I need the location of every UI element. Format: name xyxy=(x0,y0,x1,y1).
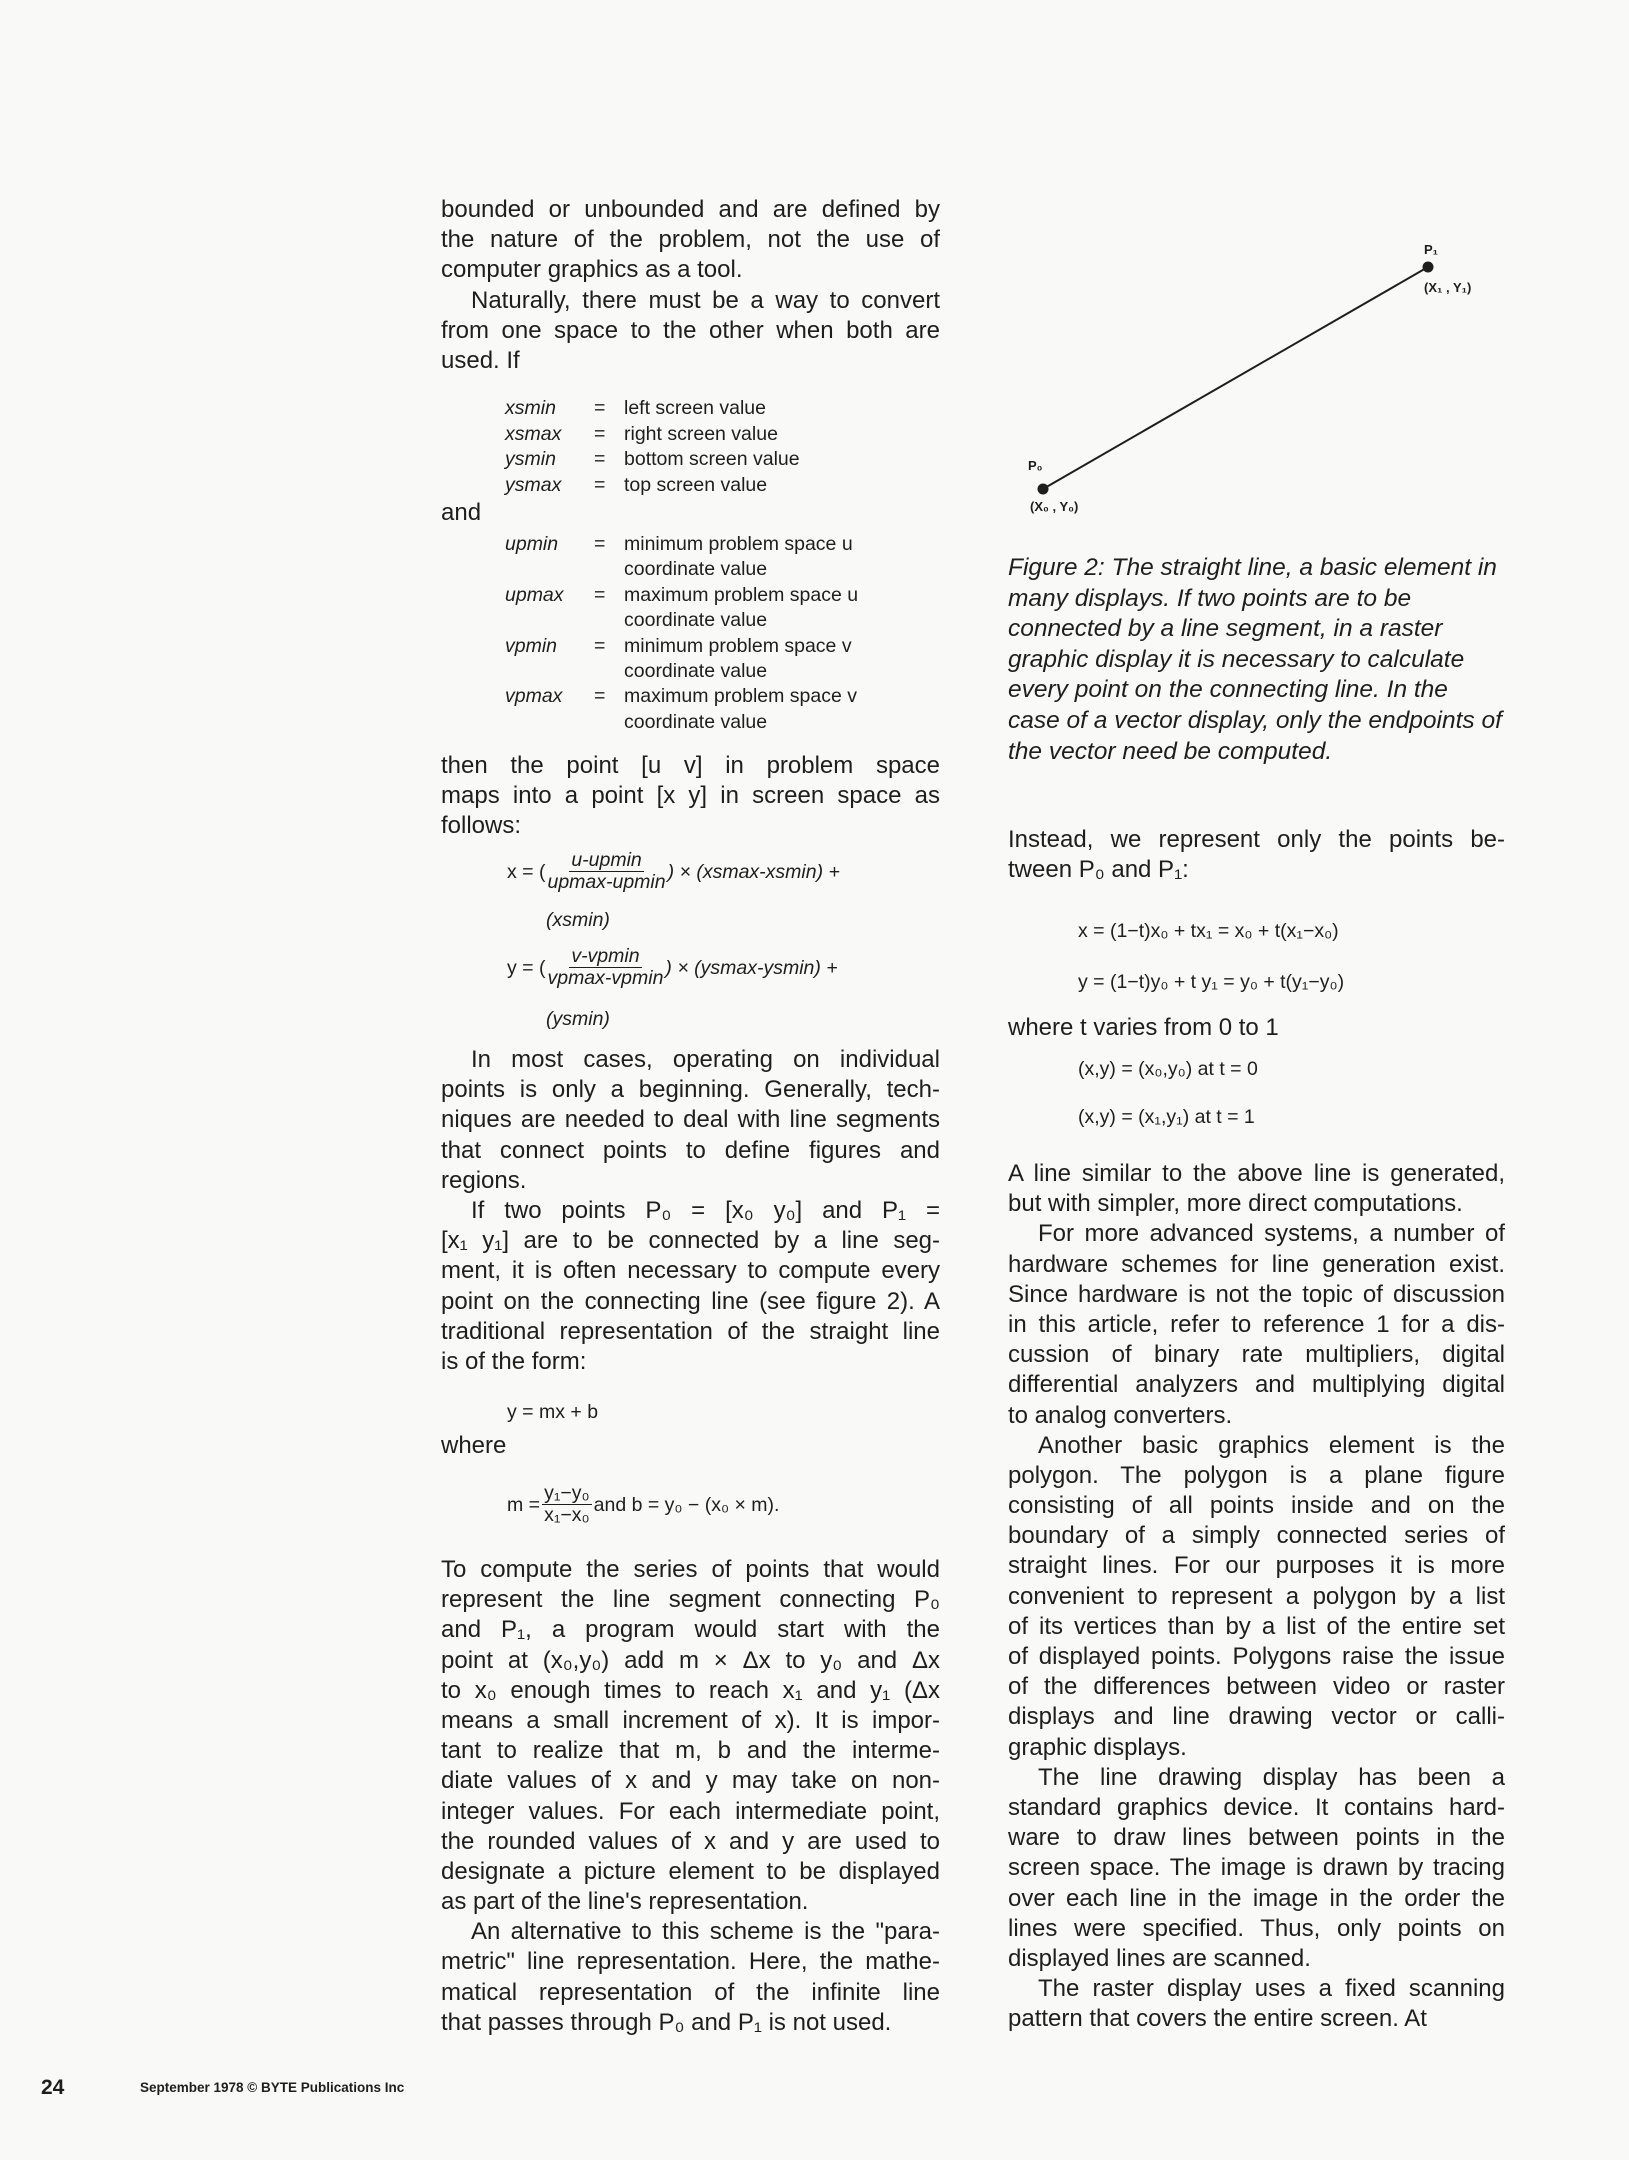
text-line: A line similar to the above line is generated, xyxy=(1008,1160,1505,1187)
text-line: The raster display uses a fixed scanning xyxy=(1038,1975,1505,2003)
text-line: niques are needed to deal with line segments xyxy=(441,1106,940,1134)
text-line: to x₀ enough times to reach x₁ and y₁ (Δx xyxy=(441,1676,940,1704)
text-block xyxy=(1008,825,1505,885)
numerator-text: v-vpmin xyxy=(571,945,640,967)
definition-description: maximum problem space v xyxy=(624,685,857,708)
text-line: Naturally, there must be a way to convert xyxy=(471,286,940,314)
definition-equals: = xyxy=(594,422,606,445)
denominator: upmax-upmin xyxy=(547,871,666,893)
text-line: diate values of x and y may take on non- xyxy=(441,1767,940,1795)
footer-credit: September 1978 © BYTE Publications Inc xyxy=(140,2080,405,2095)
text-line: point on the connecting line (see figure 2). A xyxy=(441,1287,940,1315)
text-line: traditional representation of the straight line xyxy=(441,1317,940,1345)
figure-caption: Figure 2: The straight line, a basic element in many displays. If two points are to be connected by a line segment, in a raster graphic display it is necessary to calculate every point on the connecting line. In the case of a vector display, only the endpoints of the vector need be computed. xyxy=(1008,554,1502,765)
text-line: as part of the line's representation. xyxy=(441,1888,809,1916)
definition-description: coordinate value xyxy=(624,558,768,581)
text-line: matical representation of the infinite line xyxy=(441,1978,940,2006)
text-line: integer values. For each intermediate point, xyxy=(441,1797,940,1825)
text-line: consisting of all points inside and on the xyxy=(1008,1492,1505,1520)
definition-variable: upmin xyxy=(505,533,559,555)
condition-t0: (x,y) = (x₀,y₀) at t = 0 xyxy=(1078,1058,1258,1080)
text-line: in this article, refer to reference 1 for a dis- xyxy=(1008,1310,1505,1338)
condition-t1: (x,y) = (x₁,y₁) at t = 1 xyxy=(1078,1106,1255,1128)
text-line: ment, it is often necessary to compute every xyxy=(441,1257,940,1285)
definition-variable: xsmax xyxy=(505,422,562,445)
figure-2-diagram xyxy=(1000,220,1520,530)
formula-lhs: m = xyxy=(507,1493,541,1516)
text-block xyxy=(441,751,940,842)
numerator xyxy=(569,850,643,872)
formula-x-cont: (xsmin) xyxy=(546,909,610,931)
text-line: The line drawing display has been a xyxy=(1038,1763,1505,1791)
text-line: points is only a beginning. Generally, tech- xyxy=(441,1076,940,1104)
line-segment xyxy=(1043,267,1428,489)
text-line: displays and line drawing vector or calli- xyxy=(1008,1703,1505,1731)
text-line: that connect points to define figures and xyxy=(441,1136,940,1164)
text-line: point at (x₀,y₀) add m × Δx to y₀ and Δx xyxy=(441,1646,940,1674)
text-line: means a small increment of x). It is impor- xyxy=(441,1706,940,1734)
p0-coords: (X₀ , Y₀) xyxy=(1030,499,1079,514)
line-segment-svg xyxy=(1000,220,1520,530)
definition-variable: ysmax xyxy=(505,473,562,496)
text-line: In most cases, operating on individual xyxy=(471,1046,940,1073)
text-line: follows: xyxy=(441,812,522,840)
definition-equals: = xyxy=(594,397,606,419)
text-line: of displayed points. Polygons raise the issue xyxy=(1008,1643,1505,1670)
text-line: Since hardware is not the topic of discussion xyxy=(1008,1280,1505,1308)
definition-description: coordinate value xyxy=(624,710,768,733)
text-line: differential analyzers and multiplying digital xyxy=(1008,1371,1505,1399)
definition-equals: = xyxy=(594,685,606,708)
text-line: and P₁, a program would start with the xyxy=(441,1616,940,1644)
where-label: where xyxy=(441,1432,507,1459)
text-line: maps into a point [x y] in screen space as xyxy=(441,782,940,810)
p1-coords: (X₁ , Y₁) xyxy=(1424,280,1472,295)
p1-label: P₁ xyxy=(1424,242,1439,257)
text-block xyxy=(441,1045,940,1377)
p0-label: P₀ xyxy=(1028,458,1043,473)
text-line: then the point [u v] in problem space xyxy=(441,752,940,779)
text-line: convenient to represent a polygon by a list xyxy=(1008,1582,1505,1610)
text-line: standard graphics device. It contains hard- xyxy=(1008,1793,1505,1821)
definition-description: coordinate value xyxy=(624,609,768,632)
text-line: metric" line representation. Here, the mathe- xyxy=(441,1948,940,1976)
text-line: Another basic graphics element is the xyxy=(1038,1431,1505,1459)
definition-equals: = xyxy=(594,583,606,606)
formula-lhs: y = ( xyxy=(507,956,546,979)
text-line: is of the form: xyxy=(441,1347,587,1375)
definition-description: bottom screen value xyxy=(624,448,800,470)
text-line: graphic displays. xyxy=(1008,1733,1187,1761)
text-block xyxy=(441,195,940,376)
text-line: tant to realize that m, b and the interme- xyxy=(441,1737,940,1765)
text-line: tween P₀ and P₁: xyxy=(1008,856,1189,884)
formula-y xyxy=(507,946,838,989)
text-line: boundary of a simply connected series of xyxy=(1008,1522,1505,1550)
text-line: To compute the series of points that would xyxy=(441,1556,940,1583)
definition-equals: = xyxy=(594,473,606,496)
denominator: x₁−x₀ xyxy=(544,1504,590,1526)
text-line: An alternative to this scheme is the "para- xyxy=(471,1918,940,1946)
param-equation-y: y = (1−t)y₀ + t y₁ = y₀ + t(y₁−y₀) xyxy=(1078,971,1345,993)
formula-x xyxy=(507,850,840,893)
formula-m xyxy=(507,1483,779,1526)
definition-equals: = xyxy=(594,533,606,555)
point-p1 xyxy=(1423,262,1434,273)
numerator xyxy=(569,946,641,968)
text-line: but with simpler, more direct computations. xyxy=(1008,1190,1463,1218)
fraction xyxy=(542,1483,592,1526)
definition-equals: = xyxy=(594,634,606,657)
denominator: vpmax-vpmin xyxy=(547,967,664,989)
text-line: regions. xyxy=(441,1166,527,1194)
text-line: that passes through P₀ and P₁ is not used. xyxy=(441,2008,892,2036)
text-line: computer graphics as a tool. xyxy=(441,256,743,284)
text-line: lines were specified. Thus, only points on xyxy=(1008,1914,1505,1942)
text-line: hardware schemes for line generation exist. xyxy=(1008,1250,1505,1278)
definition-equals: = xyxy=(594,448,606,470)
text-block xyxy=(1008,1159,1505,2034)
definition-description: right screen value xyxy=(624,422,778,445)
fraction xyxy=(547,850,665,893)
text-line: from one space to the other when both are xyxy=(441,316,940,344)
text-line: polygon. The polygon is a plane figure xyxy=(1008,1461,1505,1489)
text-line: of its vertices than by a list of the entire set xyxy=(1008,1612,1505,1640)
definition-variable: vpmax xyxy=(505,685,563,708)
text-line: used. If xyxy=(441,346,520,374)
text-line: of the differences between video or raster xyxy=(1008,1673,1505,1701)
text-line: For more advanced systems, a number of xyxy=(1038,1220,1505,1248)
fraction xyxy=(547,946,663,989)
text-line: the nature of the problem, not the use of xyxy=(441,226,940,254)
text-line: Instead, we represent only the points be- xyxy=(1008,826,1505,853)
text-line: straight lines. For our purposes it is more xyxy=(1008,1552,1505,1580)
definition-description: maximum problem space u xyxy=(624,583,859,606)
where-t-text: where t varies from 0 to 1 xyxy=(1008,1014,1279,1041)
definition-description: left screen value xyxy=(624,397,766,419)
text-line: the rounded values of x and y are used to xyxy=(441,1827,940,1855)
definition-variable: ysmin xyxy=(505,448,556,470)
formula-rhs: ) × (xsmax-xsmin) + xyxy=(667,860,840,883)
text-line: pattern that covers the entire screen. At xyxy=(1008,2005,1427,2033)
definition-description: coordinate value xyxy=(624,660,768,682)
text-line: [x₁ y₁] are to be connected by a line seg- xyxy=(441,1227,940,1255)
text-line: displayed lines are scanned. xyxy=(1008,1944,1311,1972)
text-line: designate a picture element to be displayed xyxy=(441,1857,940,1885)
text-line: screen space. The image is drawn by tracing xyxy=(1008,1854,1505,1882)
definition-description: minimum problem space v xyxy=(624,634,852,657)
text-line: over each line in the image in the order the xyxy=(1008,1884,1505,1912)
text-line: bounded or unbounded and are defined by xyxy=(441,196,940,223)
numerator-text: u-upmin xyxy=(571,849,642,871)
text-line: cussion of binary rate multipliers, digital xyxy=(1008,1341,1505,1369)
point-p0 xyxy=(1038,484,1049,495)
formula-lhs: x = ( xyxy=(507,860,546,883)
and-label: and xyxy=(441,499,482,526)
text-block xyxy=(441,1555,940,2038)
definition-variable: vpmin xyxy=(505,634,558,657)
formula-rhs: ) × (ysmax-ysmin) + xyxy=(665,956,838,979)
formula-y-cont: (ysmin) xyxy=(546,1008,610,1030)
definition-description: minimum problem space u xyxy=(624,533,853,555)
text-line: ware to draw lines between points in the xyxy=(1008,1824,1505,1852)
text-line: If two points P₀ = [x₀ y₀] and P₁ = xyxy=(471,1196,940,1224)
text-line: represent the line segment connecting P₀ xyxy=(441,1586,940,1614)
param-equation-x: x = (1−t)x₀ + tx₁ = x₀ + t(x₁−x₀) xyxy=(1078,920,1339,942)
definition-variable: upmax xyxy=(505,583,564,606)
formula-rhs: and b = y₀ − (x₀ × m). xyxy=(593,1493,780,1516)
text-line: to analog converters. xyxy=(1008,1401,1233,1429)
definition-variable: xsmin xyxy=(505,397,556,419)
definition-description: top screen value xyxy=(624,473,768,496)
line-equation: y = mx + b xyxy=(507,1401,599,1423)
numerator: y₁−y₀ xyxy=(544,1482,590,1504)
page-number: 24 xyxy=(41,2076,65,2099)
